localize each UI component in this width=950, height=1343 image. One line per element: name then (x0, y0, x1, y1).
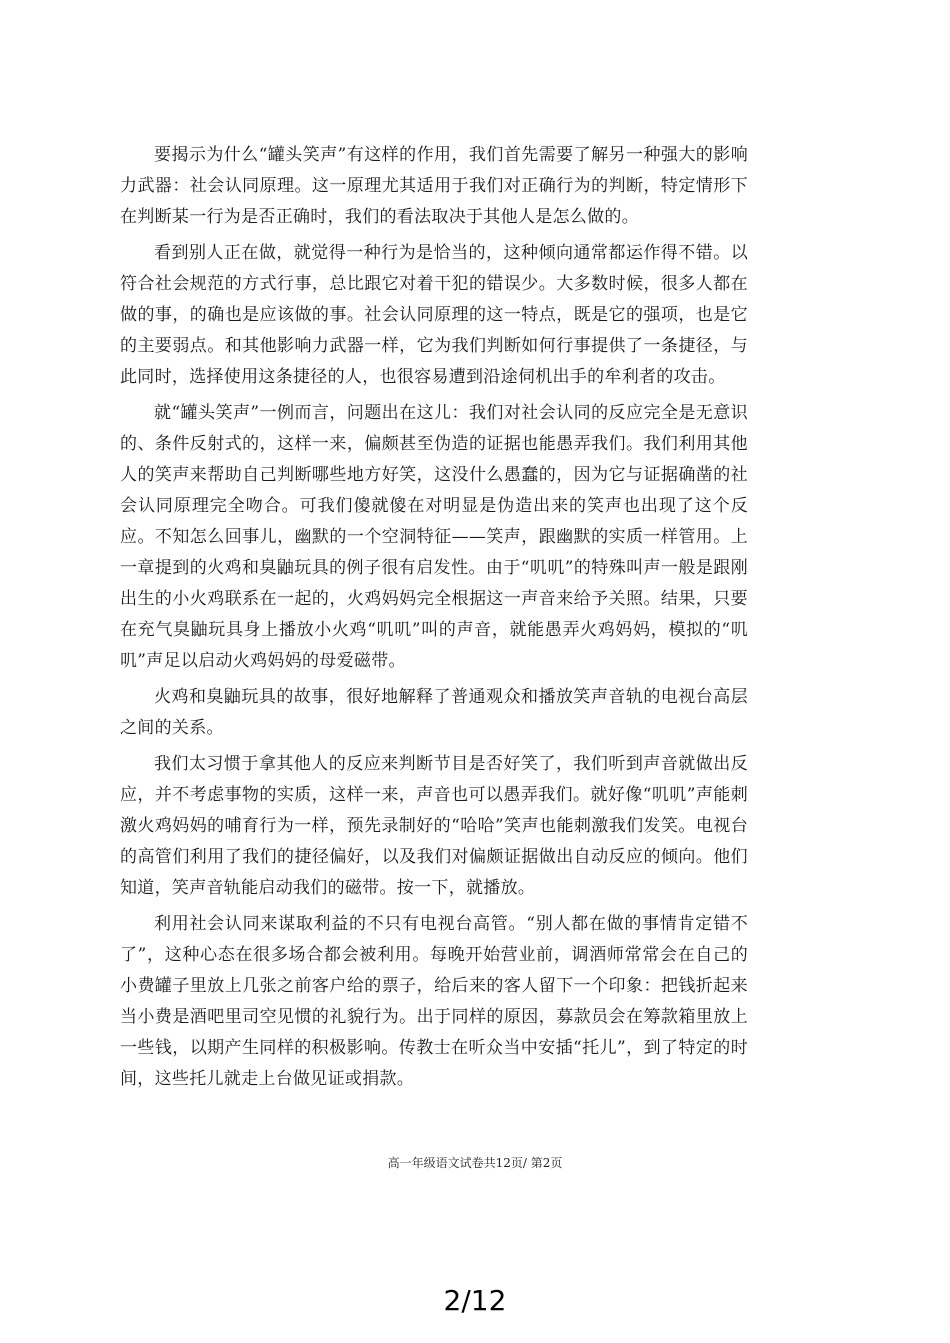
body-text (120, 140, 748, 1100)
page-footer: 高一年级语文试卷共12页/ 第2页 (387, 1156, 563, 1170)
page-counter: 2/12 (443, 1284, 507, 1317)
paragraph-6: 利用社会认同来谋取利益的不只有电视台高管。“别人都在做的事情肯定错不了”，这种心态在很多场合都会被利用。每晚开始营业前，调酒师常常会在自己的小费罐子里放上几张之前客户给的票子，给后来的客人留下一个印象：把钱折起来当小费是酒吧里司空见惯的礼貌行为。出于同样的原因，募款员会在筹款箱里放上一些钱，以期产生同样的积极影响。传教士在听众当中安插“托儿”，到了特定的时间，这些托儿就走上台做见证或捐款。 (120, 914, 748, 1089)
paragraph-5: 我们太习惯于拿其他人的反应来判断节目是否好笑了，我们听到声音就做出反应，并不考虑事物的实质，这样一来，声音也可以愚弄我们。就好像“叽叽”声能刺激火鸡妈妈的哺育行为一样，预先录制好的“哈哈”笑声也能刺激我们发笑。电视台的高管们利用了我们的捷径偏好，以及我们对偏颇证据做出自动反应的倾向。他们知道，笑声音轨能启动我们的磁带。按一下，就播放。 (120, 754, 748, 898)
paragraph-3: 就“罐头笑声”一例而言，问题出在这儿：我们对社会认同的反应完全是无意识的、条件反射式的，这样一来，偏颇甚至伪造的证据也能愚弄我们。我们利用其他人的笑声来帮助自己判断哪些地方好笑，这没什么愚蠢的，因为它与证据确凿的社会认同原理完全吻合。可我们傻就傻在对明显是伪造出来的笑声也出现了这个反应。不知怎么回事儿，幽默的一个空洞特征——笑声，跟幽默的实质一样管用。上一章提到的火鸡和臭鼬玩具的例子很有启发性。由于“叽叽”的特殊叫声一般是跟刚出生的小火鸡联系在一起的，火鸡妈妈完全根据这一声音来给予关照。结果，只要在充气臭鼬玩具身上播放小火鸡“叽叽”叫的声音，就能愚弄火鸡妈妈，模拟的“叽叽”声足以启动火鸡妈妈的母爱磁带。 (120, 403, 748, 671)
paragraph-2: 看到别人正在做，就觉得一种行为是恰当的，这种倾向通常都运作得不错。以符合社会规范的方式行事，总比跟它对着干犯的错误少。大多数时候，很多人都在做的事，的确也是应该做的事。社会认同原理的这一特点，既是它的强项，也是它的主要弱点。和其他影响力武器一样，它为我们判断如何行事提供了一条捷径，与此同时，选择使用这条捷径的人，也很容易遭到沿途伺机出手的牟利者的攻击。 (120, 243, 748, 387)
paragraph-4: 火鸡和臭鼬玩具的故事，很好地解释了普通观众和播放笑声音轨的电视台高层之间的关系。 (120, 687, 748, 738)
paragraph-1: 要揭示为什么“罐头笑声”有这样的作用，我们首先需要了解另一种强大的影响力武器：社会认同原理。这一原理尤其适用于我们对正确行为的判断，特定情形下在判断某一行为是否正确时，我们的看法取决于其他人是怎么做的。 (120, 145, 748, 227)
